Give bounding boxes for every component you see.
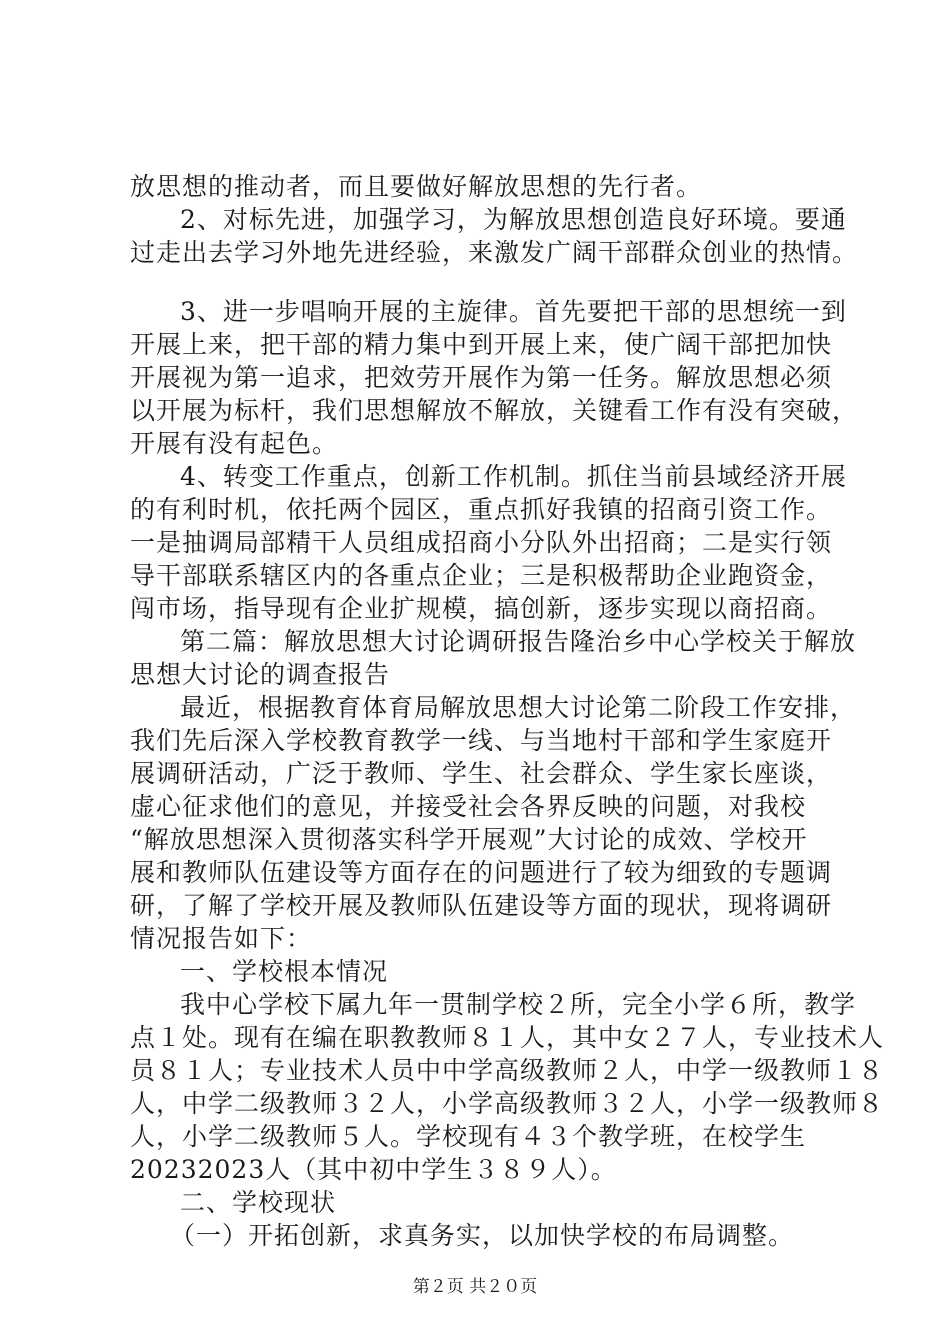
text-line: 人，中学二级教师３２人，小学高级教师３２人，小学一级教师８	[130, 1089, 885, 1118]
text-line: 闯市场，指导现有企业扩规模，搞创新，逐步实现以商招商。	[130, 594, 833, 623]
text-line: 开展视为第一追求，把效劳开展作为第一任务。解放思想必须	[130, 363, 833, 392]
text-line: “解放思想深入贯彻落实科学开展观”大讨论的成效、学校开	[130, 825, 808, 854]
text-line: 一是抽调局部精干人员组成招商小分队外出招商；二是实行领	[130, 528, 833, 557]
section-heading: 二、学校现状	[180, 1188, 337, 1217]
text-line: 虚心征求他们的意见，并接受社会各界反映的问题，对我校	[130, 792, 807, 821]
page-number: 第２页 共２０页	[412, 1277, 538, 1297]
section-heading: 第二篇：解放思想大讨论调研报告隆治乡中心学校关于解放	[180, 627, 857, 656]
text-line: 导干部联系辖区内的各重点企业；三是积极帮助企业跑资金，	[130, 561, 833, 590]
text-line: 点１处。现有在编在职教教师８１人，其中女２７人，专业技术人	[130, 1023, 885, 1052]
text-line: 情况报告如下：	[130, 924, 313, 953]
text-line: 放思想的推动者，而且要做好解放思想的先行者。	[130, 172, 703, 201]
text-line: 研，了解了学校开展及教师队伍建设等方面的现状，现将调研	[130, 891, 833, 920]
text-line: 我们先后深入学校教育教学一线、与当地村干部和学生家庭开	[130, 726, 833, 755]
text-line: 人，小学二级教师５人。学校现有４３个教学班，在校学生	[130, 1122, 807, 1151]
text-line: 展和教师队伍建设等方面存在的问题进行了较为细致的专题调	[130, 858, 833, 887]
text-line: 20232023人（其中初中学生３８９人）。	[130, 1155, 617, 1184]
text-line: 我中心学校下属九年一贯制学校２所，完全小学６所，教学	[180, 990, 857, 1019]
text-line: 3、进一步唱响开展的主旋律。首先要把干部的思想统一到	[180, 297, 847, 326]
text-line: 2、对标先进，加强学习，为解放思想创造良好环境。要通	[180, 205, 847, 234]
text-line: 开展有没有起色。	[130, 429, 339, 458]
subsection-heading: （一）开拓创新，求真务实，以加快学校的布局调整。	[170, 1221, 795, 1250]
text-line: 过走出去学习外地先进经验，来激发广阔干部群众创业的热情。	[130, 238, 859, 267]
text-line: 4、转变工作重点，创新工作机制。抓住当前县域经济开展	[180, 462, 847, 491]
section-heading: 思想大讨论的调查报告	[130, 660, 391, 689]
text-line: 以开展为标杆，我们思想解放不解放，关键看工作有没有突破，	[130, 396, 859, 425]
text-line: 开展上来，把干部的精力集中到开展上来，使广阔干部把加快	[130, 330, 833, 359]
text-line: 最近，根据教育体育局解放思想大讨论第二阶段工作安排，	[180, 693, 857, 722]
text-line: 的有利时机，依托两个园区，重点抓好我镇的招商引资工作。	[130, 495, 833, 524]
section-heading: 一、学校根本情况	[180, 957, 389, 986]
text-line: 展调研活动，广泛于教师、学生、社会群众、学生家长座谈，	[130, 759, 833, 788]
text-line: 员８１人；专业技术人员中中学高级教师２人，中学一级教师１８	[130, 1056, 885, 1085]
